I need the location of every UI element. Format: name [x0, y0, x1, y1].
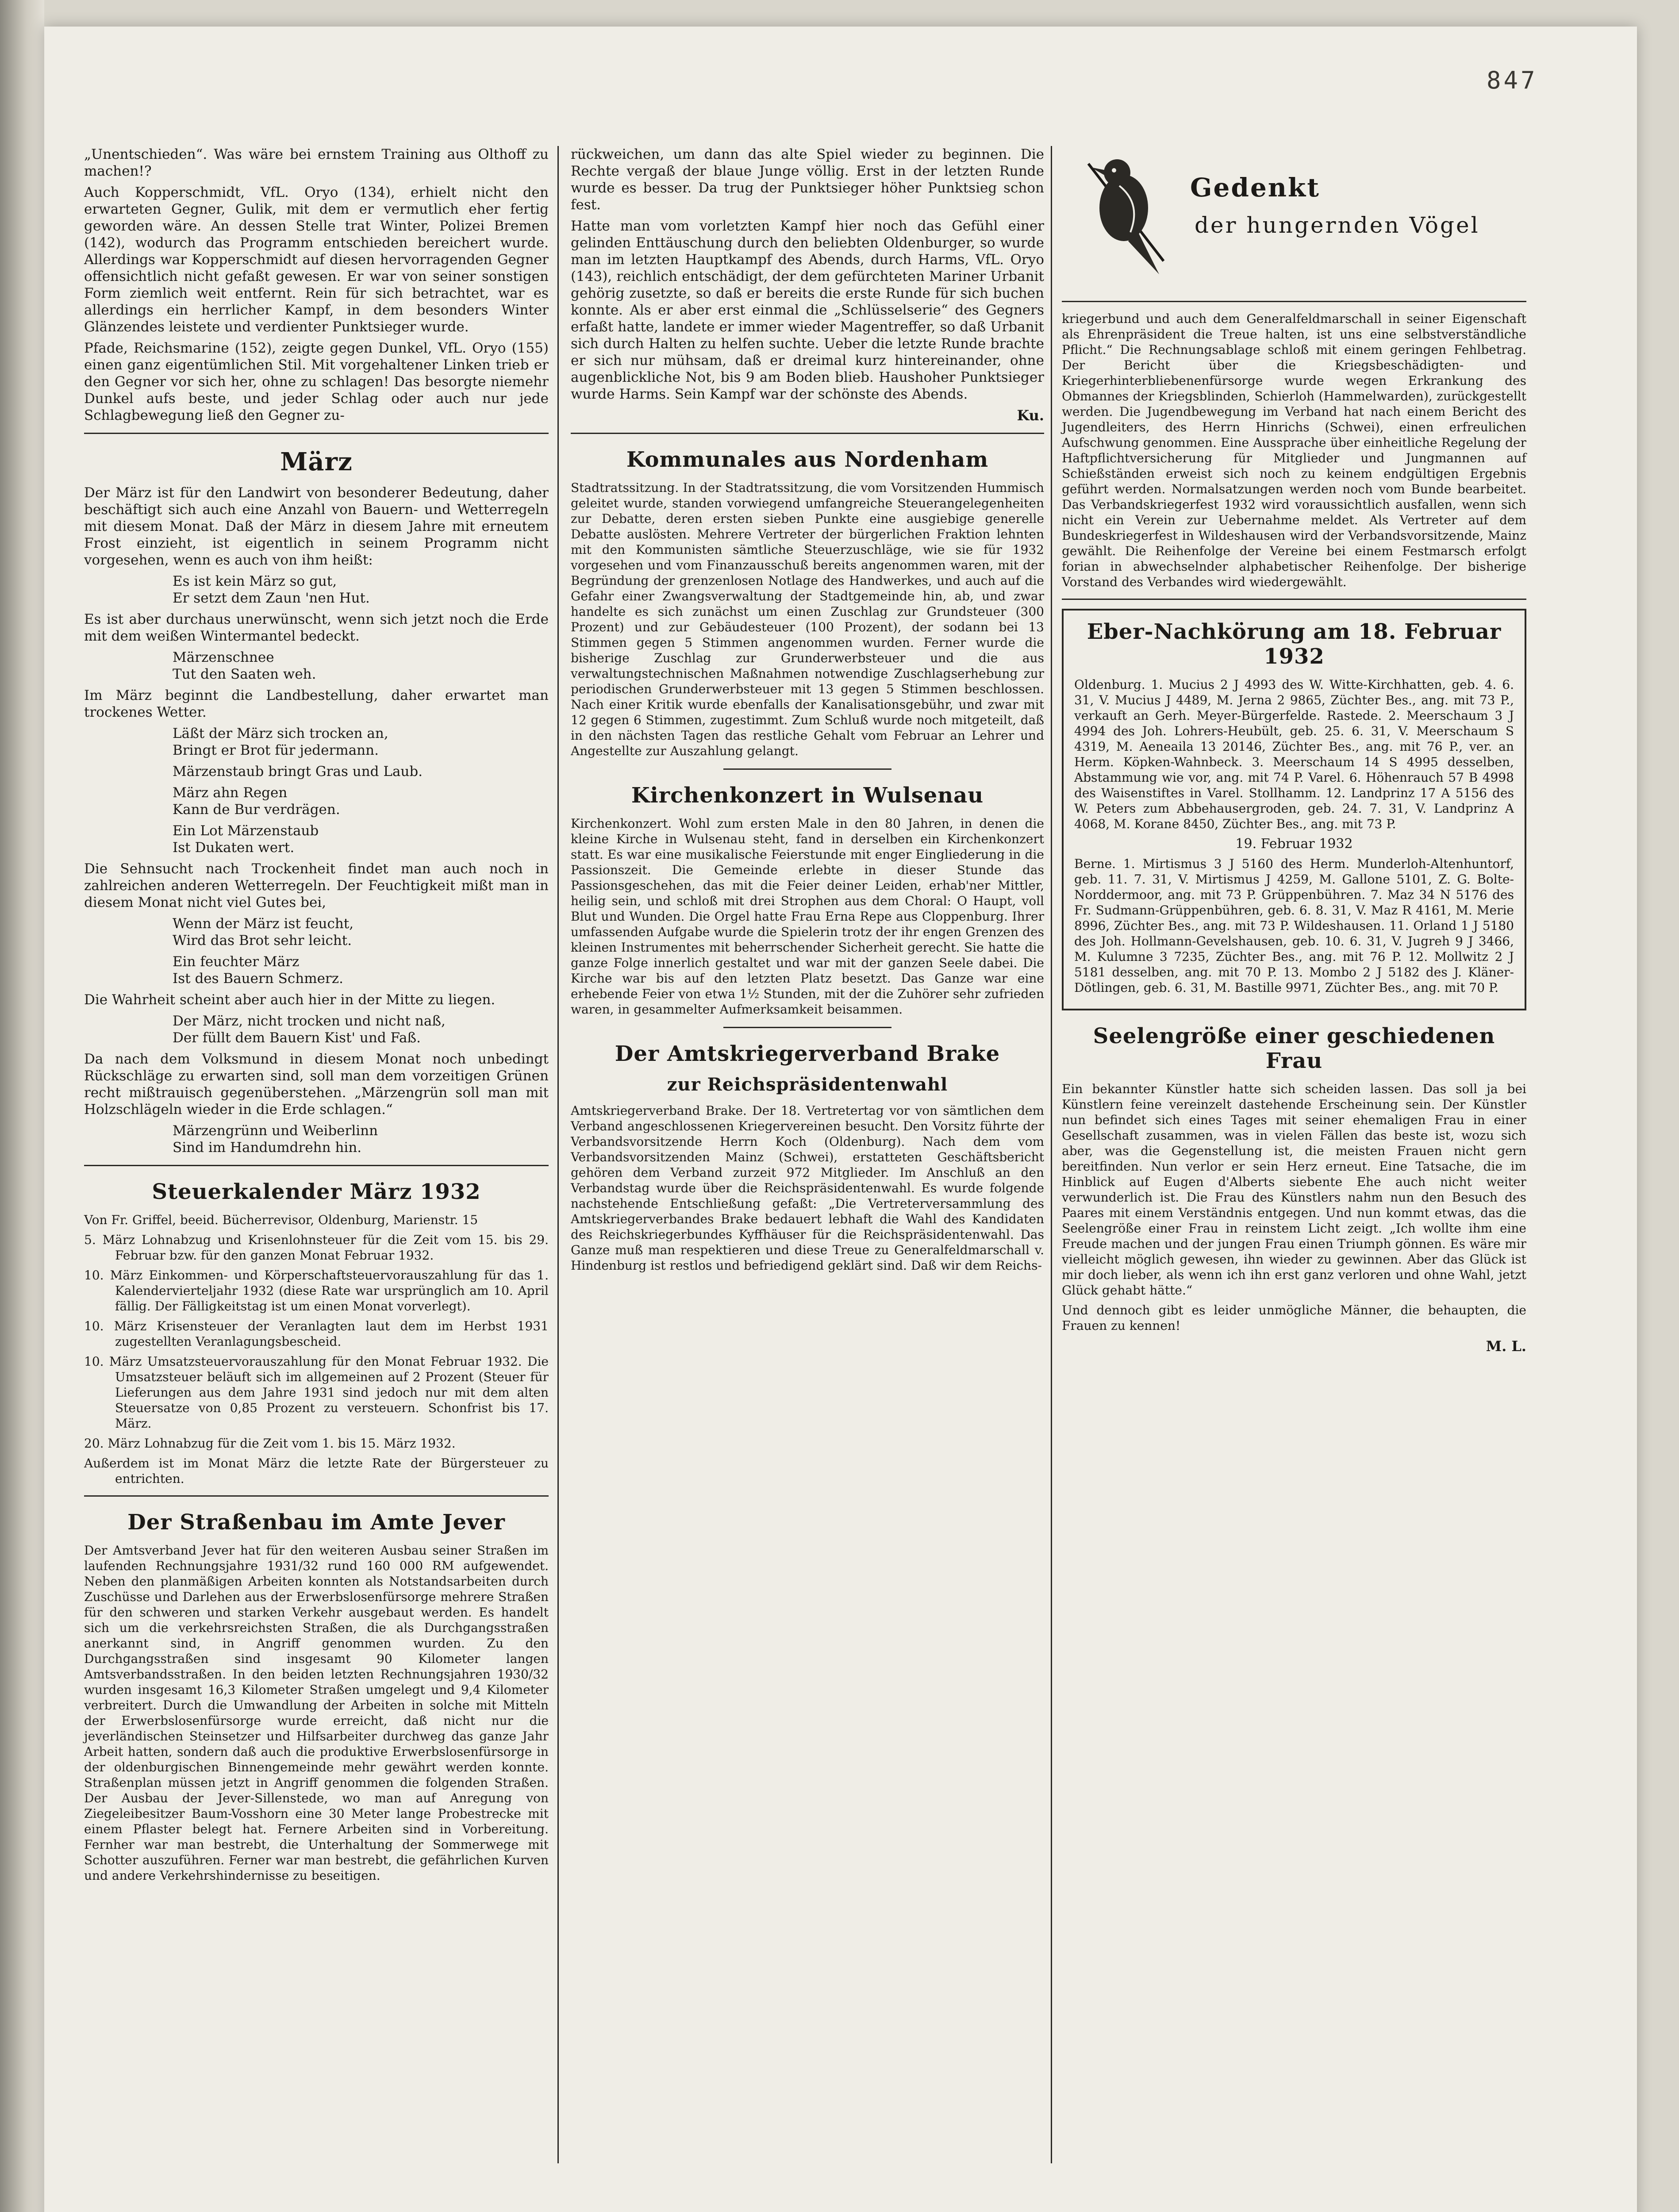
steuer-item: 5. März Lohnabzug und Krisenlohnsteuer für die Zeit vom 15. bis 29. Februar bzw. für den ganzen Monat Februar 1932. [84, 1233, 549, 1263]
seelengroesse-last: Und dennoch gibt es leider unmögliche Männer, die behaupten, die Frauen zu kennen! [1062, 1303, 1526, 1333]
article-title-amtskriegerverband: Der Amtskriegerverband Brake [615, 1041, 1000, 1066]
maerz-verse: Märzengrünn und Weiberlinn Sind im Handumdrehn hin. [173, 1123, 378, 1156]
steuer-byline: Von Fr. Griffel, beeid. Bücherrevisor, Oldenburg, Marienstr. 15 [84, 1213, 478, 1227]
column-3 [1062, 146, 1526, 1359]
article-subtitle-amtskriegerverband: zur Reichspräsidentenwahl [667, 1074, 948, 1095]
article-title-strassenbau: Der Straßenbau im Amte Jever [127, 1510, 505, 1535]
banner-title: Gedenkt [1190, 173, 1321, 203]
maerz-verse: Der März, nicht trocken und nicht naß, Der füllt dem Bauern Kist' und Faß. [173, 1013, 446, 1046]
maerz-paragraph: Es ist aber durchaus unerwünscht, wenn sich jetzt noch die Erde mit dem weißen Wintermantel bedeckt. [84, 611, 549, 644]
page-number: 847 [1487, 66, 1538, 94]
maerz-paragraph: Der März ist für den Landwirt von besonderer Bedeutung, daher beschäftigt sich auch eine Anzahl von Bauern- und Wetterregeln mit diesem Monat. Daß der März in diesem Jahre mit erneutem Frost einzieht, ist eigentlich in seinem Programm nicht vorgesehen, wenn es auch von ihm heißt: [84, 485, 549, 568]
maerz-verse: März ahn Regen Kann de Bur verdrägen. [173, 785, 340, 818]
article-title-steuerkalender: Steuerkalender März 1932 [152, 1179, 481, 1204]
column-2 [571, 146, 1044, 1278]
divider [1062, 599, 1526, 600]
maerz-paragraph: Die Sehnsucht nach Trockenheit findet man auch noch in zahlreichen anderen Wetterregeln. Der Feuchtigkeit mißt man in diesem Monat nicht viel Gutes bei, [84, 861, 549, 910]
maerz-verse: Ein Lot Märzenstaub Ist Dukaten wert. [173, 823, 319, 856]
maerz-paragraph: Da nach dem Volksmund in diesem Monat noch unbedingt Rückschläge zu erwarten sind, soll man dem vorzeitigen Grünen recht mißtrauisch gegenüberstehen. „Märzengrün soll man mit Holzschlägeln wieder in die Erde schlagen.“ [84, 1051, 549, 1118]
article-title-kommunales: Kommunales aus Nordenham [626, 447, 989, 472]
maerz-verse: Wenn der März ist feucht, Wird das Brot sehr leicht. [173, 916, 354, 949]
maerz-verse: Ein feuchter März Ist des Bauern Schmerz. [173, 954, 343, 987]
seelengroesse-text: Ein bekannter Künstler hatte sich scheiden lassen. Das soll ja bei Künstlern feine vereinzelt dastehende Erscheinung sein. Der Künstler nun befindet sich eines Tages mit seiner ehemaligen Frau in einer Gesellschaft zusammen, was in vielen Fällen das beste ist, wozu sich aber, was die Gegenstellung ist, die meisten Frauen nicht gern bereitfinden. Nun verlor er sein Herz erneut. Eine Tatsache, die im Hinblick auf Eugen d'Alberts siebente Ehe auch nicht weiter verwunderlich ist. Die Frau des Künstlers nahm nun den Besuch des Paares mit einem Verständnis entgegen. Und nun kommt etwas, das die Seelengröße einer Frau in reinstem Licht zeigt. „Ich wollte ihm eine Freude machen und der jungen Frau einen Triumph gönnen. Es wäre mir vielleicht möglich gewesen, ihn wieder zu gewinnen. Aber das Glück ist mir doch lieber, als wenn ich ihn erst ganz verloren und ohne Wahl, jetzt Glück gehabt hätte.“ [1062, 1082, 1526, 1298]
divider [84, 433, 549, 434]
maerz-paragraph: Die Wahrheit scheint aber auch hier in der Mitte zu liegen. [84, 992, 496, 1008]
boxing-report-cont-5: Hatte man vom vorletzten Kampf hier noch das Gefühl einer gelinden Enttäuschung durch den beliebten Oldenburger, so wurde man im letzten Hauptkampf des Abends, durch Harms, VfL. Oryo (143), reichlich entschädigt, der dem gefürchteten Mariner Urbanit gehörig zusetzte, so daß er bereits die erste Runde für sich buchen konnte. Als er aber erst einmal die „Schlüsselserie“ des Gegners erfaßt hatte, landete er immer wieder Magentreffer, so daß Urbanit sich durch Halten zu helfen suchte. Ueber die letzte Runde brachte er sich nur mühsam, daß er dreimal kurz hintereinander, ohne augenblickliche Not, bis 9 am Boden blieb. Haushoher Punktsieger wurde Harms. Sein Kampf war der schönste des Abends. [571, 218, 1044, 402]
boxing-report-cont-1: „Unentschieden“. Was wäre bei ernstem Training aus Olthoff zu machen!? [84, 146, 549, 179]
maerz-verse: Läßt der März sich trocken an, Bringt er Brot für jedermann. [173, 726, 388, 758]
boxing-report-cont-3: Pfade, Reichsmarine (152), zeigte gegen Dunkel, VfL. Oryo (155) einen ganz eigentümlichen Stil. Mit vorgehaltener Linken trieb er den Gegner vor sich her, ohne zu schlagen! Das besorgte niemehr Dunkel aufs beste, und jeder Schlag oder auch nur jede Schlagbewegung ließ den Gegner zu- [84, 340, 549, 423]
kommunales-text: Stadtratssitzung. In der Stadtratssitzung, die vom Vorsitzenden Hummisch geleitet wurde, standen vorwiegend umfangreiche Steuerangelegenheiten zur Debatte, deren ersten sieben Punkte eine ausgiebige generelle Debatte auslösten. Mehrere Vertreter der bürgerlichen Fraktion lehnten mit den Kommunisten sämtliche Steuerzuschläge, wie sie für 1932 vorgesehen und vom Finanzausschuß bereits angenommen waren, mit der Begründung der grenzenlosen Notlage des Handwerkes, und auch auf die Gefahr einer Zwangsverwaltung der Stadtgemeinde hin, ab, und zwar handelte es sich zunächst um einen Zuschlag zur Grundsteuer (300 Prozent) und zur Gebäudesteuer (100 Prozent), der sodann bei 13 Stimmen gegen 5 Stimmen angenommen wurden. Ferner wurde die bisherige Zuschlag zur Grunderwerbsteuer und die aus verwaltungstechnischen Maßnahmen notwendige Zuschlagserhebung zur periodischen Grunderwerbsteuer mit 13 gegen 5 Stimmen beschlossen. Nach einer Kritik wurde ebenfalls der Kanalisationsgebühr, und zwar mit 12 gegen 6 Stimmen, zugestimmt. Zum Schluß wurde noch mitgeteilt, daß in den nächsten Tagen das restliche Gehalt vom Februar an Lehrer und Angestellte zur Auszahlung gelangt. [571, 480, 1044, 758]
strassenbau-text: Der Amtsverband Jever hat für den weiteren Ausbau seiner Straßen im laufenden Rechnungsjahre 1931/32 rund 160 000 RM aufgewendet. Neben den planmäßigen Arbeiten konnten als Notstandsarbeiten durch Zuschüsse und Darlehen aus der Erwerbslosenfürsorge mehrere Straßen für den schweren und starken Verkehr ausgebaut werden. Es handelt sich um die verkehrsreichsten Straßen, die als Durchgangsstraßen anerkannt sind, in Angriff genommen wurden. Zu den Durchgangsstraßen sind insgesamt 90 Kilometer langen Amtsverbandsstraßen. In den beiden letzten Rechnungsjahren 1930/32 wurden insgesamt 16,3 Kilometer Straßen umgelegt und 9,4 Kilometer verbreitert. Durch die Umwandlung der Arbeiten in solche mit Mitteln der Erwerbslosenfürsorge wurde erreicht, daß nicht nur die jeverländischen Steinsetzer und Hilfsarbeiter durchweg das ganze Jahr Arbeit hatten, sondern daß auch die produktive Erwerbslosenfürsorge in der oldenburgischen Binnengemeinde mehr gewährt werden konnte. Straßenplan müssen jetzt in Angriff genommen die folgenden Straßen. Der Ausbau der Jever-Sillenstede, wo man auf Anregung von Ziegeleibesitzer Baum-Vosshorn eine 30 Meter lange Probestrecke mit einem Pflaster belegt hat. Fernere Arbeiten sind in Vorbereitung. Fernher war man bestrebt, die Unterhaltung der Sommerwege mit Schotter auszuführen. Ferner war man bestrebt, die gefährlichen Kurven und andere Verkehrshindernisse zu beseitigen. [84, 1543, 549, 1883]
divider [723, 1027, 891, 1028]
divider [723, 768, 891, 770]
divider [84, 1165, 549, 1166]
article-title-maerz: März [280, 447, 353, 476]
eber-text-2: Berne. 1. Mirtismus 3 J 5160 des Herm. Munderloh-Altenhuntorf, geb. 11. 7. 31, V. Mirtismus J 4259, M. Gallone 5101, Z. G. Bolte-Norddermoor, ang. mit 73 P. Grüppenbühren. 7. Maz 34 N 5176 des Fr. Sudmann-Grüppenbühren, geb. 6. 8. 31, V. Maz R 4161, M. Merie 8996, Züchter Bes., ang. mit 73 P. Wildeshausen. 11. Orland 1 J 5180 des Joh. Hollmann-Gevelshausen, geb. 10. 6. 31, V. Jugreh 9 J 3466, M. Kulumne 3 7235, Züchter Bes., ang. mit 76 P. 12. Mollwitz 2 J 5181 desselben, ang. mit 70 P. 13. Mombo 2 J 5182 des J. Kläner-Dötlingen, geb. 6. 31, M. Bastille 9971, Züchter Bes., ang. mit 70 P. [1074, 856, 1514, 995]
banner-subtitle: der hungernden Vögel [1195, 212, 1480, 238]
divider [84, 1495, 549, 1497]
column-rule-2 [1051, 146, 1052, 2163]
eber-text-1: Oldenburg. 1. Mucius 2 J 4993 des W. Witte-Kirchhatten, geb. 4. 6. 31, V. Mucius J 4489, M. Jerna 2 9865, Züchter Bes., ang. mit 73 P., verkauft an Gerh. Meyer-Bürgerfelde. Rastede. 2. Meerschaum 3 J 4994 des Joh. Lohrers-Heubült, geb. 25. 6. 31, V. Meerschaum S 4319, M. Aeneaila 13 20146, Züchter Bes., ang. mit 76 P., ver. an Herm. Köpken-Wahnbeck. 3. Meerschaum 14 S 4995 desselben, Abstammung wie vor, ang. mit 74 P. Varel. 6. Höhenrauch 57 B 4998 des Waisenstiftes in Varel. Stollhamm. 12. Landprinz 17 A 5156 des W. Peters zum Abbehausergroden, geb. 24. 7. 31, V. Landprinz A 4068, M. Korane 8450, Züchter Bes., ang. mit 73 P. [1074, 677, 1514, 831]
seelengroesse-signature: M. L. [1486, 1338, 1526, 1355]
bird-icon [1071, 146, 1181, 279]
amtskriegerverband-text: Amtskriegerverband Brake. Der 18. Vertretertag vor von sämtlichen dem Verband angeschlossenen Kriegervereinen besucht. Den Vorsitz führte der Verbandsvorsitzende Herrn Koch (Oldenburg). Nach dem vom Verbandsvorsitzenden Mainz (Schwei), erstatteten Geschäftsbericht gehören dem Verband zurzeit 972 Mitglieder. Im Anschluß an den Verbandstag wurde über die Reichspräsidentenwahl. Es wurde folgende nachstehende Entschließung gefaßt: „Die Vertreterversammlung des Amtskriegerverbandes Brake bedauert lebhaft die Wahl des Kandidaten des Reichskriegerbundes Kyffhäuser für die Reichspräsidentenwahl. Das Ganze muß man respektieren und diese Treue zu Generalfeldmarschall v. Hindenburg ist restlos und befriedigend geklärt sind. Daß wir dem Reichs- [571, 1103, 1044, 1273]
maerz-paragraph: Im März beginnt die Landbestellung, daher erwartet man trockenes Wetter. [84, 687, 549, 720]
steuer-item: 10. März Krisensteuer der Veranlagten laut dem im Herbst 1931 zugestellten Veranlagungsbescheid. [84, 1319, 549, 1349]
steuer-list [84, 1232, 549, 1486]
article-title-kirchenkonzert: Kirchenkonzert in Wulsenau [631, 783, 984, 808]
steuer-item: 10. März Einkommen- und Körperschaftsteuervorauszahlung für das 1. Kalendervierteljahr 1932 (diese Rate war ursprünglich am 10. April fällig. Der Fälligkeitstag ist um einen Monat vorverlegt). [84, 1268, 549, 1313]
divider [571, 433, 1044, 434]
maerz-verse: Märzenschnee Tut den Saaten weh. [173, 649, 316, 682]
kriegerbund-cont: kriegerbund und auch dem Generalfeldmarschall in seiner Eigenschaft als Ehrenpräsident die Treue halten, ist uns eine selbstverständliche Pflicht.“ Die Rechnungsablage schloß mit einem geringen Fehlbetrag. Der Bericht über die Kriegsbeschädigten- und Kriegerhinterbliebenenfürsorge wurde wegen Erkrankung des Obmannes der Kriegsblinden, Schierloh (Hammelwarden), zurückgestellt werden. Die Jugendbewegung im Verband hat nach einem Bericht des Jugendleiters, des Herrn Hinrichs (Schwei), einen erfreulichen Aufschwung genommen. Eine Aussprache über einheitliche Regelung der Haftpflichtversicherung für Mitglieder und Jungmannen auf Schießständen erweist sich noch zu keinem endgültigen Ergebnis geführt werden. Normalsatzungen werden noch vom Bunde bearbeitet. Das Verbandskriegerfest 1932 wird voraussichtlich ausfallen, wenn sich nicht ein Verein zur Uebernahme meldet. Als Vertreter auf dem Bundeskriegerfest in Wildeshausen wird der Verbandsvorsitzende, Mainz gewählt. Die Reihenfolge der Vereine bei einem Festmarsch erfolgt forian in abwechselnder alphabetischer Reihenfolge. Der bisherige Vorstand des Verbandes wird wiedergewählt. [1062, 311, 1526, 589]
steuer-item: 10. März Umsatzsteuervorauszahlung für den Monat Februar 1932. Die Umsatzsteuer beläuft sich im allgemeinen auf 2 Prozent (Steuer für Lieferungen aus dem Jahre 1931 sind jedoch nur mit dem alten Steuersatze von 0,85 Prozent zu versteuern. Schonfrist bis 17. März. [84, 1354, 549, 1431]
article-title-seelengroesse: Seelengröße einer geschiedenen Frau [1093, 1024, 1495, 1073]
boxing-report-cont-4: rückweichen, um dann das alte Spiel wieder zu beginnen. Die Rechte vergaß der blaue Junge völlig. Erst in der letzten Runde wurde es besser. Da trug der Punktsieger höher Punktsieg schon fest. [571, 146, 1044, 213]
maerz-verse: Märzenstaub bringt Gras und Laub. [173, 764, 423, 780]
column-rule-1 [557, 146, 559, 2163]
divider [1062, 301, 1526, 302]
article-title-eber: Eber-Nachkörung am 18. Februar 1932 [1087, 619, 1502, 669]
eber-box [1062, 609, 1526, 1010]
eber-date: 19. Februar 1932 [1235, 836, 1353, 852]
author-signature: Ku. [1017, 407, 1044, 424]
boxing-report-cont-2: Auch Kopperschmidt, VfL. Oryo (134), erhielt nicht den erwarteten Gegner, Gulik, mit dem er vermutlich eher fertig geworden wäre. An dessen Stelle trat Winter, Polizei Bremen (142), wodurch das Programm entschieden bereichert wurde. Allerdings war Kopperschmidt auf diesen hervorragenden Gegner offensichtlich nicht gefaßt gewesen. Er war von seiner sonstigen Form ziemlich weit entfernt. Rein für sich betrachtet, war es allerdings ein herrlicher Kampf, in dem besonders Winter Glänzendes leistete und verdienter Punktsieger wurde. [84, 184, 549, 335]
binding-gutter [0, 0, 44, 2212]
column-1 [84, 146, 549, 1888]
kirchenkonzert-text: Kirchenkonzert. Wohl zum ersten Male in den 80 Jahren, in denen die kleine Kirche in Wulsenau steht, fand in derselben ein Kirchenkonzert statt. Es war eine musikalische Feierstunde mit enger Eingliederung in die Passionszeit. Die Gemeinde erlebte in dieser Stunde das Passionsgeschehen, das mit die Feier deiner Leiden, erhab'ner Mittler, heilig sein, und schloß mit drei Strophen aus dem Choral: O Haupt, voll Blut und Wunden. Die Orgel hatte Frau Erna Repe aus Cloppenburg. Ihrer umfassenden Aufgabe wurde die Spielerin trotz der ihr engen Grenzen des kleinen Instrumentes mit beherrschender Sicherheit gerecht. Sie hatte die ganze Folge innerlich gestaltet und war mit der ganzen Seele dabei. Die Kirche war bis auf den letzten Platz besetzt. Das Ganze war eine erhebende Feier von etwa 1½ Stunden, mit der die Zuhörer sehr zufrieden waren, in gesammelter Aufmerksamkeit beisammen. [571, 816, 1044, 1017]
steuer-item: Außerdem ist im Monat März die letzte Rate der Bürgersteuer zu entrichten. [84, 1456, 549, 1486]
bird-banner [1062, 146, 1526, 288]
maerz-verse: Es ist kein März so gut, Er setzt dem Zaun 'nen Hut. [173, 573, 370, 606]
steuer-item: 20. März Lohnabzug für die Zeit vom 1. bis 15. März 1932. [84, 1436, 456, 1451]
